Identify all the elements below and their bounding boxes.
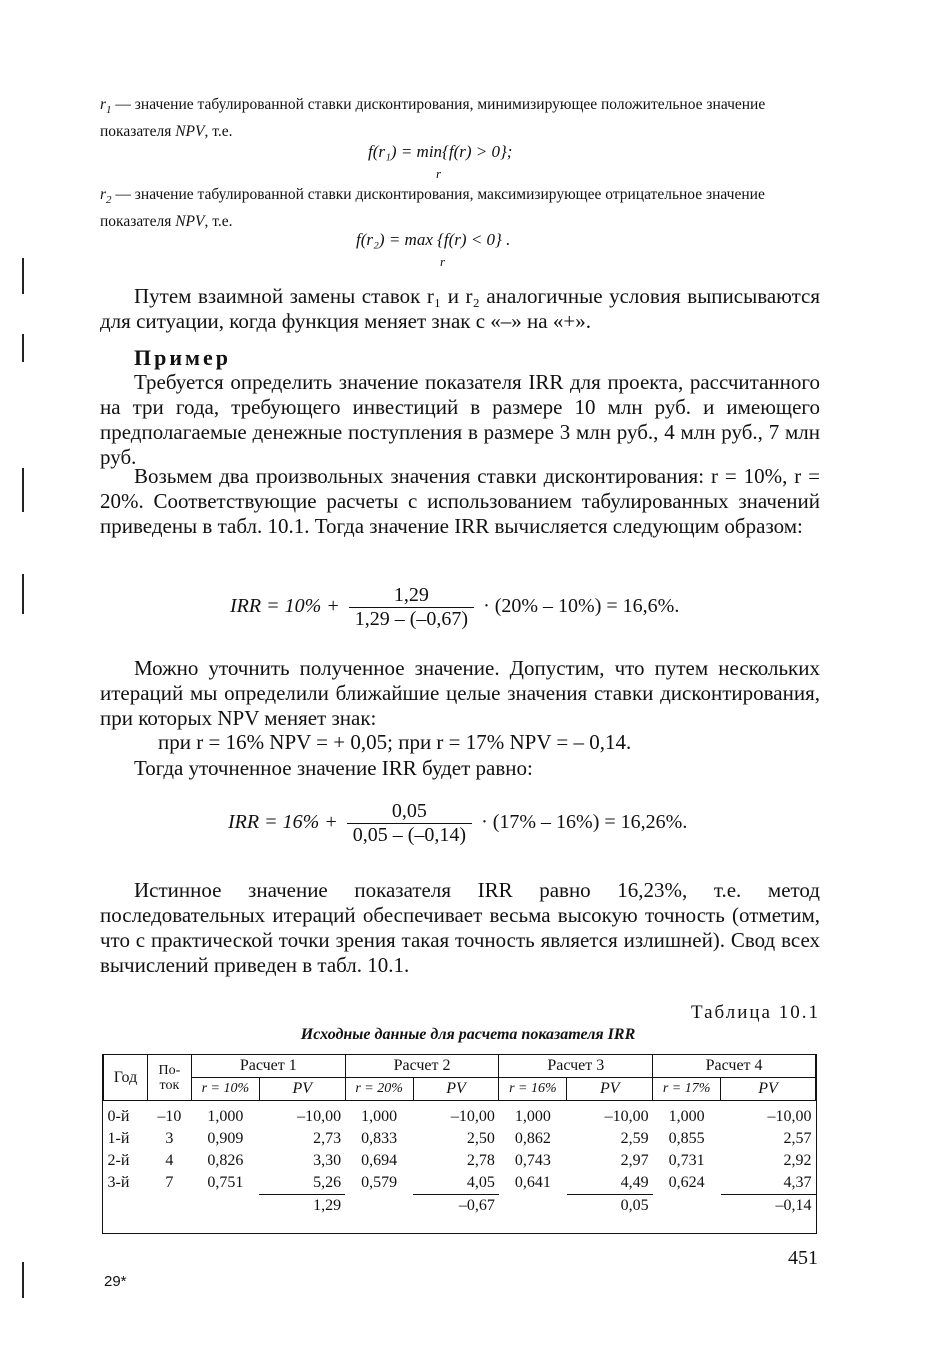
header-flow: По-ток xyxy=(147,1055,191,1101)
table-caption: Таблица 10.1 xyxy=(690,1002,820,1023)
data-table xyxy=(103,1054,816,1220)
page-number: 451 xyxy=(788,1247,818,1269)
header-pv-2: PV xyxy=(413,1078,499,1101)
total-calc-2: –0,67 xyxy=(458,1197,495,1214)
header-rate-4: r = 17% xyxy=(653,1078,721,1101)
paragraph-task: Требуется определить значение показателя IRR для проекта, рассчитанного на три года, требующего инвестиций в размере 10 млн руб. и имеющего предполагаемые денежные поступления в размере 3 млн руб., 4 млн руб., 7 млн руб. xyxy=(100,370,820,469)
paragraph-refined: Тогда уточненное значение IRR будет равно: xyxy=(134,756,533,780)
header-rate-2: r = 20% xyxy=(345,1078,413,1101)
total-calc-3: 0,05 xyxy=(620,1197,649,1214)
definition-r1: $r_1$ — значение табулированной ставки дисконтирования, минимизирующее положительное значение показателя NPV, т.е. xyxy=(100,96,766,141)
paragraph-rates: Возьмем два произвольных значения ставки дисконтирования: r = 10%, r = 20%. Соответствующие расчеты с использованием табулированных значений приведены в табл. 10.1. Тогда значение IRR вычисляется следующим образом: xyxy=(100,464,820,538)
header-calc-4: Расчет 4 xyxy=(653,1055,816,1078)
paragraph-refine: Можно уточнить полученное значение. Допустим, что путем нескольких итераций мы определили ближайшие целые значения ставки дисконтирования, при которых NPV меняет знак: xyxy=(100,656,820,730)
table-total-row xyxy=(104,1195,816,1221)
table-row: 3-й 7 0,751 5,26 0,579 4,05 0,641 4,49 0,624 4,37 xyxy=(104,1172,816,1195)
printer-signature: 29* xyxy=(104,1273,127,1290)
paragraph-true-value: Истинное значение показателя IRR равно 16,23%, т.е. метод последовательных итераций обеспечивает весьма высокую точность (отметим, что с практической точки зрения такая точность является излишней). Свод всех вычислений приведен в табл. 10.1. xyxy=(100,878,820,977)
table-row: 0-й –10 1,000 –10,00 1,000 –10,00 1,000 –10,00 1,000 –10,00 xyxy=(107,1108,812,1125)
table-row: 1-й 3 0,909 2,73 0,833 2,50 0,862 2,59 0,855 2,57 xyxy=(107,1130,812,1147)
paragraph-npv-values: при r = 16% NPV = + 0,05; при r = 17% NPV = – 0,14. xyxy=(158,730,632,754)
margin-mark xyxy=(22,468,24,512)
header-calc-2: Расчет 2 xyxy=(345,1055,499,1078)
header-rate-3: r = 16% xyxy=(499,1078,567,1101)
table-title: Исходные данные для расчета показателя IRR xyxy=(300,1026,636,1043)
definition-r2: $r_2$ — значение табулированной ставки дисконтирования, максимизирующее отрицательное значение показателя NPV, т.е. xyxy=(100,186,765,231)
fraction: $\frac{0,05}{0,05 - (-0,14)}$ xyxy=(347,800,472,847)
formula-r1: f(r₁) = min{f(r) > 0}; r xyxy=(368,142,513,181)
header-pv-3: PV xyxy=(567,1078,653,1101)
paragraph-swap: Путем взаимной замены ставок r₁ и r₂ аналогичные условия выписываются для ситуации, когда функция меняет знак с «–» на «+». xyxy=(100,284,820,333)
fraction: $\frac{1,29}{1,29 - (-0,67)}$ xyxy=(349,584,474,631)
margin-mark xyxy=(22,1262,24,1298)
header-year: Год xyxy=(104,1055,148,1101)
irr-formula-2: IRR = 16% + $\frac{0,05}{0,05 - (-0,14)}$ · (17% – 16%) = 16,26%. xyxy=(228,800,688,846)
formula-r2: f(r₂) = max {f(r) < 0} . r xyxy=(356,230,511,269)
margin-mark xyxy=(22,334,24,362)
margin-mark xyxy=(22,258,24,294)
header-pv-4: PV xyxy=(721,1078,816,1101)
total-calc-1: 1,29 xyxy=(313,1197,342,1214)
irr-formula-1: IRR = 10% + $\frac{1,29}{1,29 - (-0,67)}$ · (20% – 10%) = 16,6%. xyxy=(230,584,680,630)
header-calc-3: Расчет 3 xyxy=(499,1055,653,1078)
total-calc-4: –0,14 xyxy=(775,1197,812,1214)
header-rate-1: r = 10% xyxy=(191,1078,259,1101)
table-row: 2-й 4 0,826 3,30 0,694 2,78 0,743 2,97 0,731 2,92 xyxy=(107,1152,812,1169)
header-pv-1: PV xyxy=(259,1078,345,1101)
margin-mark xyxy=(22,574,24,614)
header-calc-1: Расчет 1 xyxy=(191,1055,345,1078)
example-heading: Пример xyxy=(134,345,232,370)
